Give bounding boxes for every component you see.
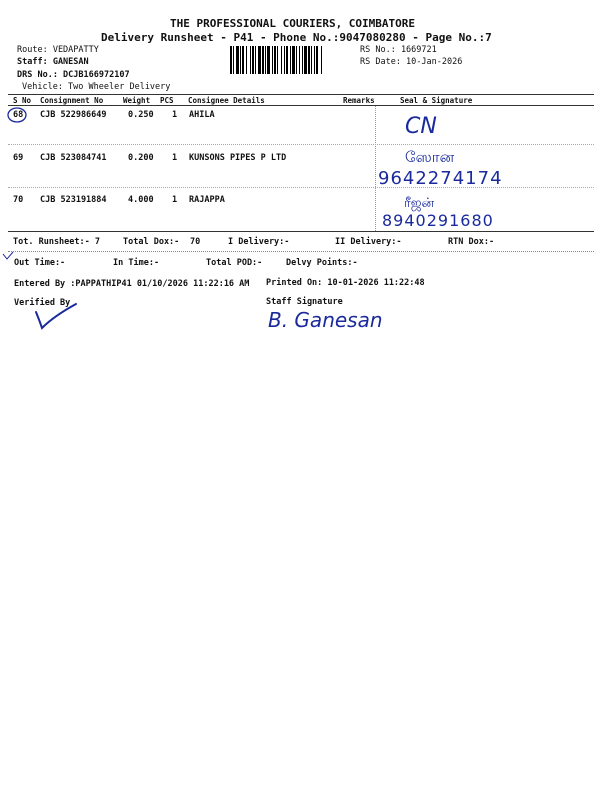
row-consignment: CJB 523084741 [40, 153, 107, 163]
row-consignee: AHILA [189, 110, 215, 120]
row-consignee: KUNSONS PIPES P LTD [189, 153, 287, 163]
table-rule-bottom [8, 231, 594, 232]
barcode-bar [230, 46, 232, 74]
total-dox-value: 70 [190, 237, 201, 247]
tick-mark-small [2, 251, 14, 261]
signature-row3-name: ரீஜன் [404, 196, 435, 211]
printed-on: Printed On: 10-01-2026 11:22:48 [266, 278, 425, 288]
total-pod: Total POD:- [206, 258, 263, 268]
signature-row1: CN [405, 114, 437, 139]
drs-number: DRS No.: DCJB166972107 [17, 70, 130, 80]
row-consignee: RAJAPPA [189, 195, 225, 205]
row-pcs: 1 [172, 110, 178, 120]
row-divider [8, 187, 594, 188]
header-rule-top [8, 94, 594, 95]
row-weight: 4.000 [128, 195, 154, 205]
row-sno: 70 [13, 195, 24, 205]
row-weight: 0.250 [128, 110, 154, 120]
staff-signature-label: Staff Signature [266, 297, 343, 307]
barcode-bar [311, 46, 312, 74]
barcode-bar [284, 46, 285, 74]
total-runsheet: Tot. Runsheet:- 7 [13, 237, 100, 247]
barcode-bar [274, 46, 276, 74]
signature-row3-phone: 8940291680 [382, 211, 494, 230]
col-pcs: PCS [160, 96, 174, 105]
row-consignment: CJB 522986649 [40, 110, 107, 120]
i-delivery: I Delivery:- [228, 237, 290, 247]
sheet-title: Delivery Runsheet - P41 - Phone No.:9047080280 - Page No.:7 [101, 31, 492, 44]
barcode-bar [267, 46, 270, 74]
company-title: THE PROFESSIONAL COURIERS, COIMBATORE [170, 17, 416, 30]
row-sno: 68 [13, 110, 24, 120]
row-sno: 69 [13, 153, 24, 163]
barcode-bar [240, 46, 241, 74]
sno-circle-mark [6, 106, 28, 124]
barcode-bar [272, 46, 273, 74]
col-weight: Weight [123, 96, 151, 105]
rs-date: RS Date: 10-Jan-2026 [360, 57, 463, 67]
barcode [230, 46, 358, 74]
barcode-bar [281, 46, 282, 74]
barcode-bar [236, 46, 239, 74]
barcode-bar [262, 46, 264, 74]
staff-handwritten-signature: B. Ganesan [268, 308, 383, 332]
barcode-bar [314, 46, 315, 74]
barcode-bar [321, 46, 322, 74]
barcode-bar [290, 46, 291, 74]
barcode-bar [296, 46, 297, 74]
out-time: Out Time:- [14, 258, 66, 268]
barcode-bar [292, 46, 295, 74]
entered-by: Entered By :PAPPATHIP41 01/10/2026 11:22:16 AM [14, 279, 250, 289]
barcode-bar [258, 46, 261, 74]
signature-row2-phone: 9642274174 [378, 168, 503, 189]
barcode-bar [265, 46, 266, 74]
col-remarks: Remarks [343, 96, 375, 105]
total-dox-label: Total Dox:- [123, 237, 180, 247]
row-divider [8, 144, 594, 145]
vehicle: Vehicle: Two Wheeler Delivery [22, 82, 171, 92]
ii-delivery: II Delivery:- [335, 237, 402, 247]
barcode-bar [255, 46, 256, 74]
totals-rule [8, 251, 594, 252]
row-consignment: CJB 523191884 [40, 195, 107, 205]
col-consignment: Consignment No [40, 96, 104, 105]
verified-by: Verified By [14, 298, 71, 308]
barcode-bar [242, 46, 244, 74]
barcode-bar [286, 46, 288, 74]
barcode-bar [304, 46, 307, 74]
barcode-bar [246, 46, 247, 74]
barcode-bar [308, 46, 310, 74]
staff: Staff: GANESAN [17, 57, 89, 67]
rs-number: RS No.: 1669721 [360, 45, 437, 55]
row-pcs: 1 [172, 195, 178, 205]
delvy-points: Delvy Points:- [286, 258, 358, 268]
signature-row2-name: ஸோன [405, 148, 455, 166]
barcode-bar [277, 46, 278, 74]
in-time: In Time:- [113, 258, 160, 268]
row-weight: 0.200 [128, 153, 154, 163]
header-rule-bottom [8, 105, 594, 106]
barcode-bar [316, 46, 318, 74]
col-sno: S No [13, 96, 32, 105]
barcode-bar [299, 46, 300, 74]
col-seal: Seal & Signature [400, 96, 473, 105]
rtn-dox: RTN Dox:- [448, 237, 495, 247]
col-consignee: Consignee Details [188, 96, 265, 105]
route: Route: VEDAPATTY [17, 45, 99, 55]
barcode-bar [250, 46, 251, 74]
column-divider [375, 106, 376, 231]
barcode-bar [252, 46, 254, 74]
row-pcs: 1 [172, 153, 178, 163]
verified-check-icon [32, 298, 82, 334]
barcode-bar [302, 46, 303, 74]
barcode-bar [233, 46, 234, 74]
